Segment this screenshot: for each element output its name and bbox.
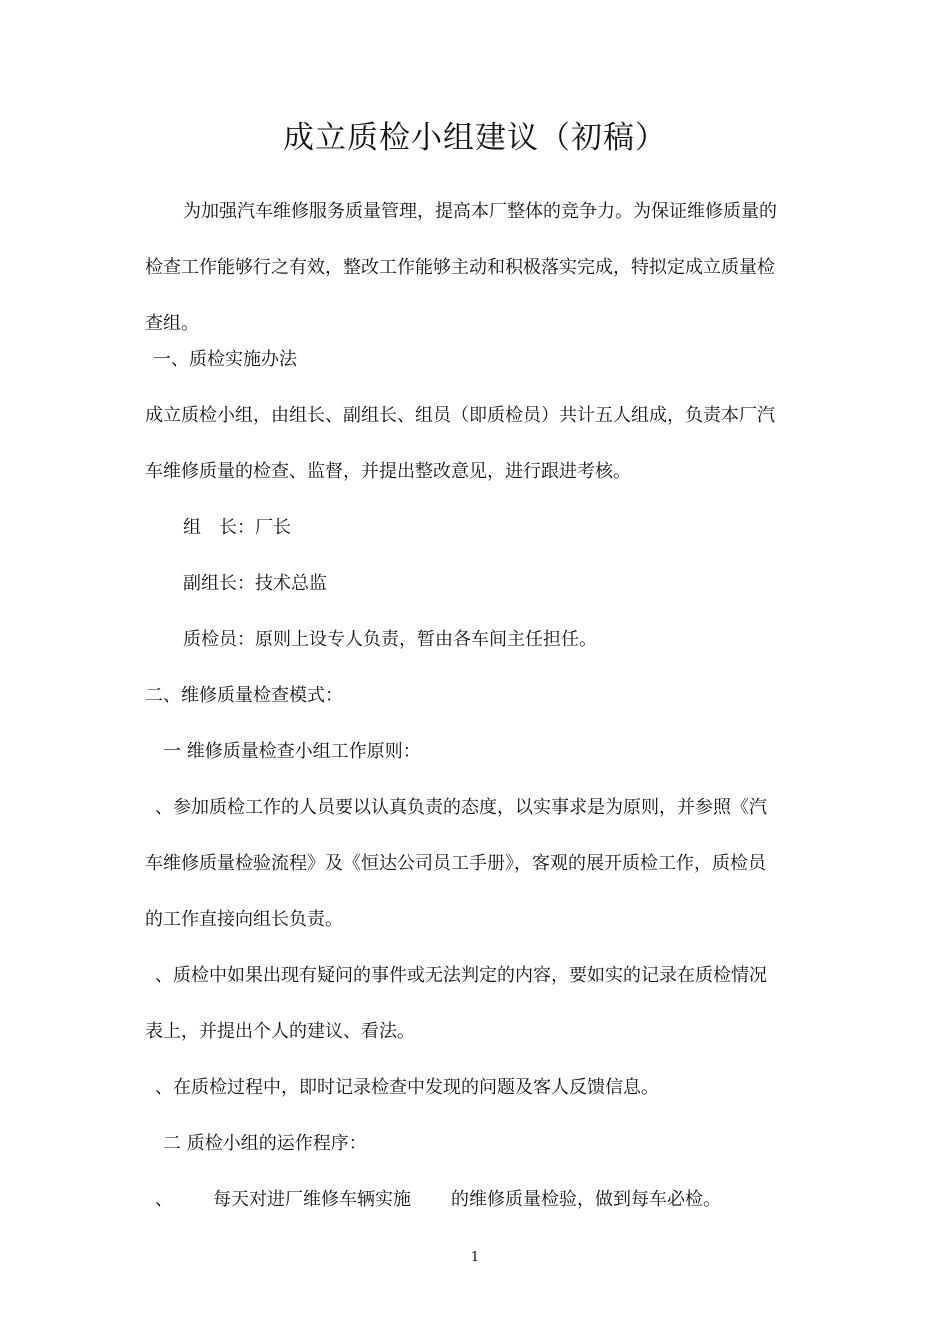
intro-line-2: 检查工作能够行之有效，整改工作能够主动和积极落实完成，特拟定成立质量检 [145, 257, 775, 278]
procedure1-line [155, 1188, 721, 1212]
principle1-line-1: 、参加质检工作的人员要以认真负责的态度，以实事求是为原则，并参照《汽 [155, 797, 767, 818]
subsection1-heading: 一 维修质量检查小组工作原则： [163, 741, 421, 762]
principle1-line-2: 车维修质量检验流程》及《恒达公司员工手册》，客观的展开质检工作，质检员 [145, 853, 766, 874]
principle2-line-1: 、质检中如果出现有疑问的事件或无法判定的内容，要如实的记录在质检情况 [155, 965, 767, 986]
principle2-line-2: 表上，并提出个人的建议、看法。 [145, 1021, 415, 1042]
section1-line-2: 车维修质量的检查、监督，并提出整改意见，进行跟进考核。 [145, 461, 631, 482]
page-number: 1 [470, 1250, 480, 1265]
section2-heading: 二、维修质量检查模式： [145, 685, 343, 706]
role-inspector: 质检员：原则上设专人负责，暂由各车间主任担任。 [183, 629, 597, 650]
principle1-line-3: 的工作直接向组长负责。 [145, 909, 343, 930]
principle3-line: 、在质检过程中，即时记录检查中发现的问题及客人反馈信息。 [155, 1077, 659, 1098]
procedure1-part2: 的维修质量检验，做到每车必检。 [451, 1189, 721, 1210]
role-leader: 组 长：厂长 [183, 517, 291, 538]
subsection2-heading: 二 质检小组的运作程序： [163, 1133, 367, 1154]
intro-line-3: 查组。 [145, 313, 199, 334]
role-deputy: 副组长：技术总监 [183, 573, 327, 594]
procedure1-prefix: 、 [155, 1189, 173, 1210]
document-title: 成立质检小组建议（初稿） [283, 120, 667, 156]
section1-line-1: 成立质检小组，由组长、副组长、组员（即质检员）共计五人组成，负责本厂汽 [145, 405, 775, 426]
intro-line-1: 为加强汽车维修服务质量管理，提高本厂整体的竞争力。为保证维修质量的 [183, 201, 777, 222]
section1-heading: 一、质检实施办法 [153, 349, 297, 370]
procedure1-part1: 每天对进厂维修车辆实施 [213, 1189, 411, 1210]
